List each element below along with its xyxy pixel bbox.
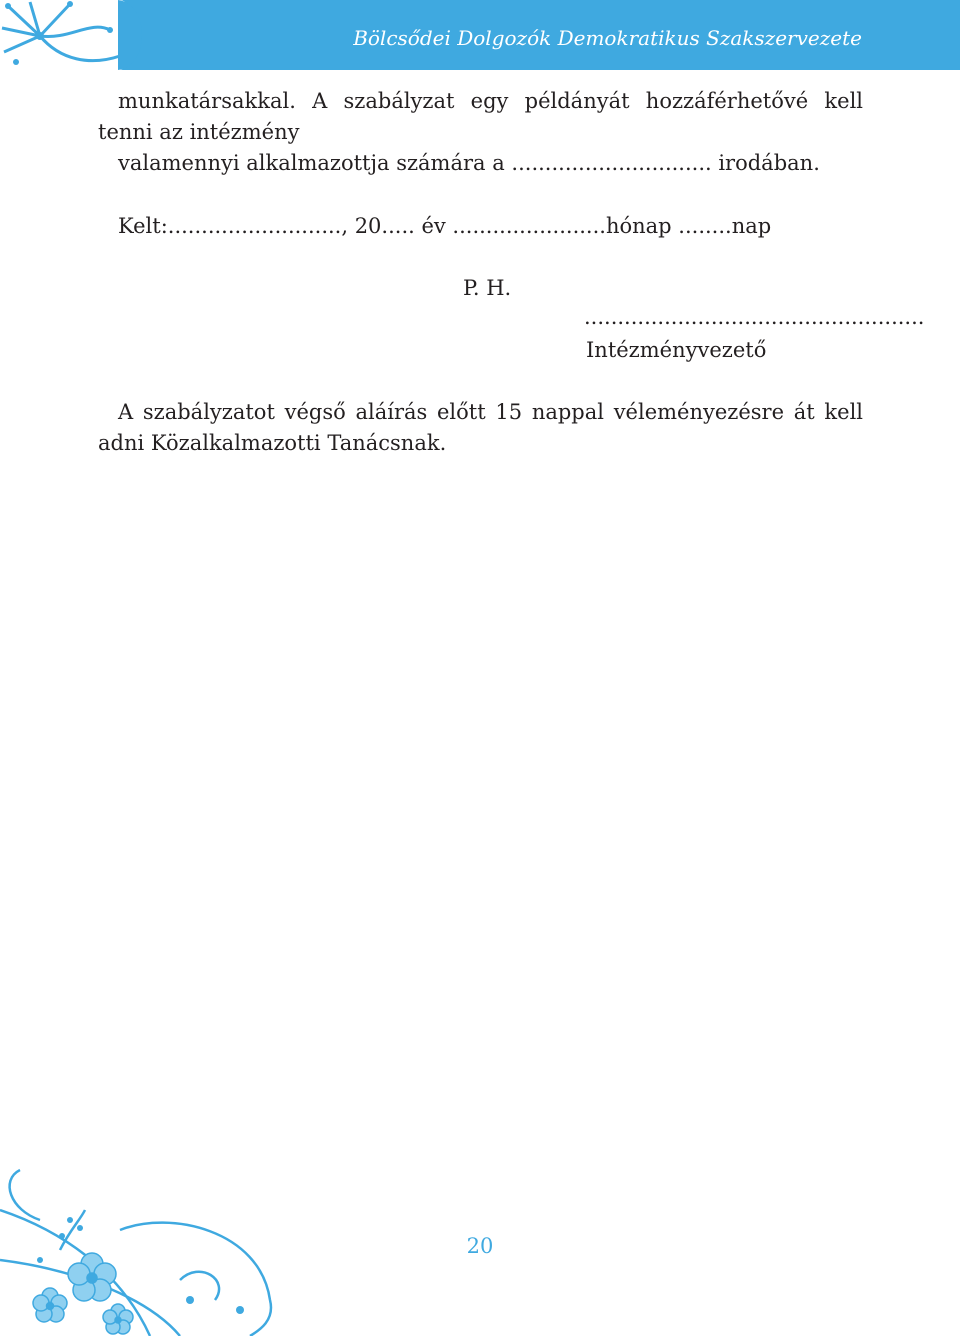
running-header-title: Bölcsődei Dolgozók Demokratikus Szakszervezete [353, 26, 862, 50]
signature-line: ................................................... [584, 305, 925, 329]
paragraph-1-line-1: munkatársakkal. A szabályzat egy példányát hozzáférhetővé kell [118, 89, 863, 113]
paragraph-2-line-2: adni Közalkalmazotti Tanácsnak. [98, 431, 447, 455]
flower-swirl-ornament [0, 0, 130, 70]
paragraph-1-line-3: valamennyi alkalmazottja számára a .............................. irodában. [118, 151, 820, 175]
stamp-placeholder: P. H. [463, 276, 512, 300]
date-line: Kelt:.........................., 20..... év .......................hónap ........nap [118, 214, 772, 238]
paragraph-2 [98, 397, 863, 459]
header-band [0, 0, 960, 70]
page-number: 20 [466, 1234, 494, 1258]
paragraph-2-line-1: A szabályzatot végső aláírás előtt 15 nappal véleményezésre át kell [118, 400, 863, 424]
paragraph-1-line-2: tenni az intézmény [98, 120, 300, 144]
signature-label: Intézményvezető [586, 338, 767, 362]
paragraph-1 [98, 86, 863, 179]
